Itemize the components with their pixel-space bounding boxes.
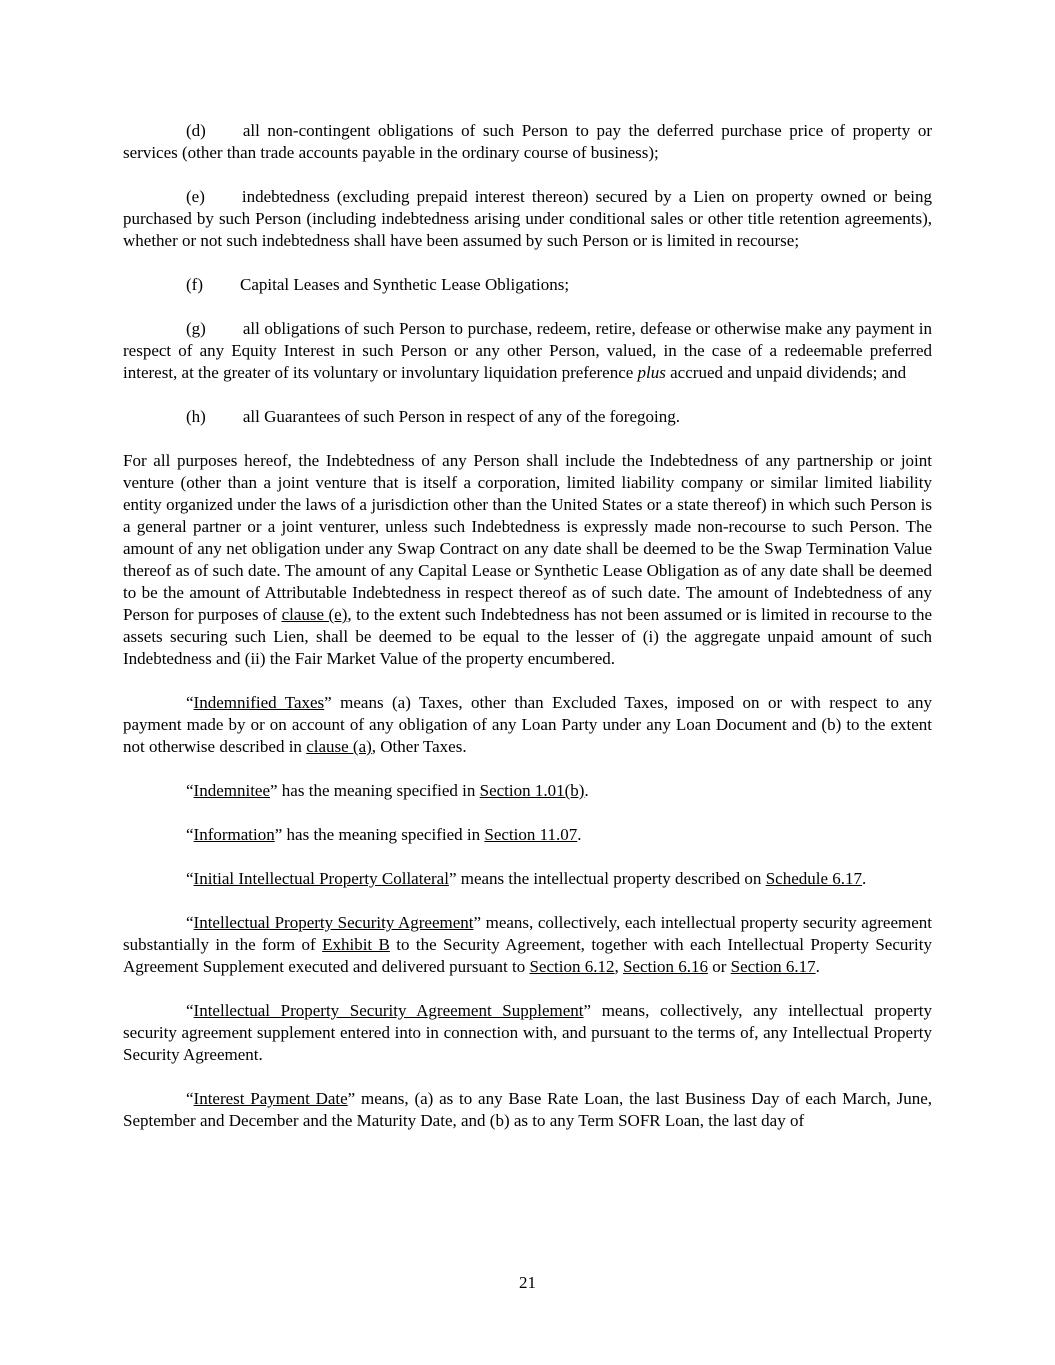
text-run: ” means the intellectual property described on	[448, 869, 766, 888]
paragraph	[123, 824, 932, 846]
underlined-text: Section 6.17	[730, 957, 816, 976]
paragraph	[123, 780, 932, 802]
underlined-text: Indemnified Taxes	[193, 693, 325, 712]
underlined-text: Indemnitee	[193, 781, 271, 800]
text-run: “	[186, 825, 194, 844]
text-run: .	[862, 869, 867, 888]
underlined-text: Exhibit B	[322, 935, 390, 954]
text-run: “	[186, 1001, 194, 1020]
clause-label: (d)	[186, 121, 206, 140]
underlined-text: Schedule 6.17	[765, 869, 863, 888]
text-run: ” means, collectively, each intellectual property security agreement substantially in the form of	[123, 913, 932, 954]
text-run: all Guarantees of such Person in respect of any of the foregoing.	[242, 407, 680, 426]
text-run: all obligations of such Person to purchase, redeem, retire, defease or otherwise make any payment in respect of any Equity Interest in such Person or any other Person, valued, in the case of a redeemable preferred interest, at the greater of its voluntary or involuntary liquidation preference	[123, 319, 932, 382]
paragraph	[123, 1000, 932, 1066]
text-run: For all purposes hereof, the Indebtedness of any Person shall include the Indebtedness of any partnership or joint venture (other than a joint venture that is itself a corporation, limited liability company or similar limited liability entity organized under the laws of a jurisdiction other than the United States or a state thereof) in which such Person is a general partner or a joint venturer, unless such Indebtedness is expressly made non-recourse to such Person. The amount of any net obligation under any Swap Contract on any date shall be deemed to be the Swap Termination Value thereof as of such date. The amount of any Capital Lease or Synthetic Lease Obligation as of any date shall be deemed to be the amount of Attributable Indebtedness in respect thereof as of such date. The amount of Indebtedness of any Person for purposes of	[123, 451, 932, 624]
text-run: “	[186, 913, 194, 932]
paragraph	[123, 318, 932, 384]
text-run: ” means (a) Taxes, other than Excluded Taxes, imposed on or with respect to any payment made by or on account of any obligation of any Loan Party under any Loan Document and (b) to the extent not otherwise described in	[123, 693, 932, 756]
text-run: “	[186, 693, 194, 712]
text-run: .	[577, 825, 582, 844]
text-run: ” means, (a) as to any Base Rate Loan, the last Business Day of each March, June, September and December and the Maturity Date, and (b) as to any Term SOFR Loan, the last day of	[123, 1089, 932, 1130]
paragraph	[123, 274, 932, 296]
paragraph	[123, 868, 932, 890]
text-run: ” has the meaning specified in	[270, 781, 480, 800]
underlined-text: Intellectual Property Security Agreement	[193, 913, 474, 932]
underlined-text: clause (e)	[281, 605, 348, 624]
paragraph	[123, 120, 932, 164]
text-run: indebtedness (excluding prepaid interest thereon) secured by a Lien on property owned or being purchased by such Person (including indebtedness arising under conditional sales or other title retention agreements), whether or not such indebtedness shall have been assumed by such Person or is limited in recourse;	[123, 187, 932, 250]
underlined-text: Interest Payment Date	[193, 1089, 348, 1108]
text-run: ,	[614, 957, 623, 976]
text-run: “	[186, 781, 194, 800]
text-run: , Other Taxes.	[371, 737, 467, 756]
clause-label: (h)	[186, 407, 206, 426]
text-run: ” has the meaning specified in	[274, 825, 485, 844]
clause-label: (g)	[186, 319, 206, 338]
underlined-text: clause (a)	[306, 737, 372, 756]
underlined-text: Information	[193, 825, 275, 844]
italic-text: plus	[637, 363, 666, 382]
underlined-text: Section 1.01(b)	[479, 781, 585, 800]
document-body	[123, 120, 932, 1132]
text-run: all non-contingent obligations of such Person to pay the deferred purchase price of property or services (other than trade accounts payable in the ordinary course of business);	[123, 121, 932, 162]
paragraph	[123, 450, 932, 670]
underlined-text: Initial Intellectual Property Collateral	[193, 869, 449, 888]
underlined-text: Section 11.07	[484, 825, 578, 844]
text-run: , to the extent such Indebtedness has not been assumed or is limited in recourse to the assets securing such Lien, shall be deemed to be equal to the lesser of (i) the aggregate unpaid amount of such Indebtedness and (ii) the Fair Market Value of the property encumbered.	[123, 605, 932, 668]
text-run: .	[815, 957, 820, 976]
clause-label: (e)	[186, 187, 205, 206]
text-run: “	[186, 869, 194, 888]
underlined-text: Intellectual Property Security Agreement Supplement	[193, 1001, 584, 1020]
text-run: ” means, collectively, any intellectual property security agreement supplement entered into in connection with, and pursuant to the terms of, any Intellectual Property Security Agreement.	[123, 1001, 932, 1064]
page-number: 21	[519, 1273, 536, 1292]
paragraph	[123, 186, 932, 252]
underlined-text: Section 6.12	[529, 957, 615, 976]
paragraph	[123, 912, 932, 978]
text-run: accrued and unpaid dividends; and	[665, 363, 907, 382]
text-run: “	[186, 1089, 194, 1108]
text-run: to the Security Agreement, together with each Intellectual Property Security Agreement Supplement executed and delivered pursuant to	[123, 935, 932, 976]
text-run: .	[584, 781, 589, 800]
underlined-text: Section 6.16	[622, 957, 708, 976]
text-run: Capital Leases and Synthetic Lease Obligations;	[239, 275, 570, 294]
text-run: or	[707, 957, 731, 976]
paragraph	[123, 692, 932, 758]
paragraph	[123, 406, 932, 428]
paragraph	[123, 1088, 932, 1132]
clause-label: (f)	[186, 275, 203, 294]
